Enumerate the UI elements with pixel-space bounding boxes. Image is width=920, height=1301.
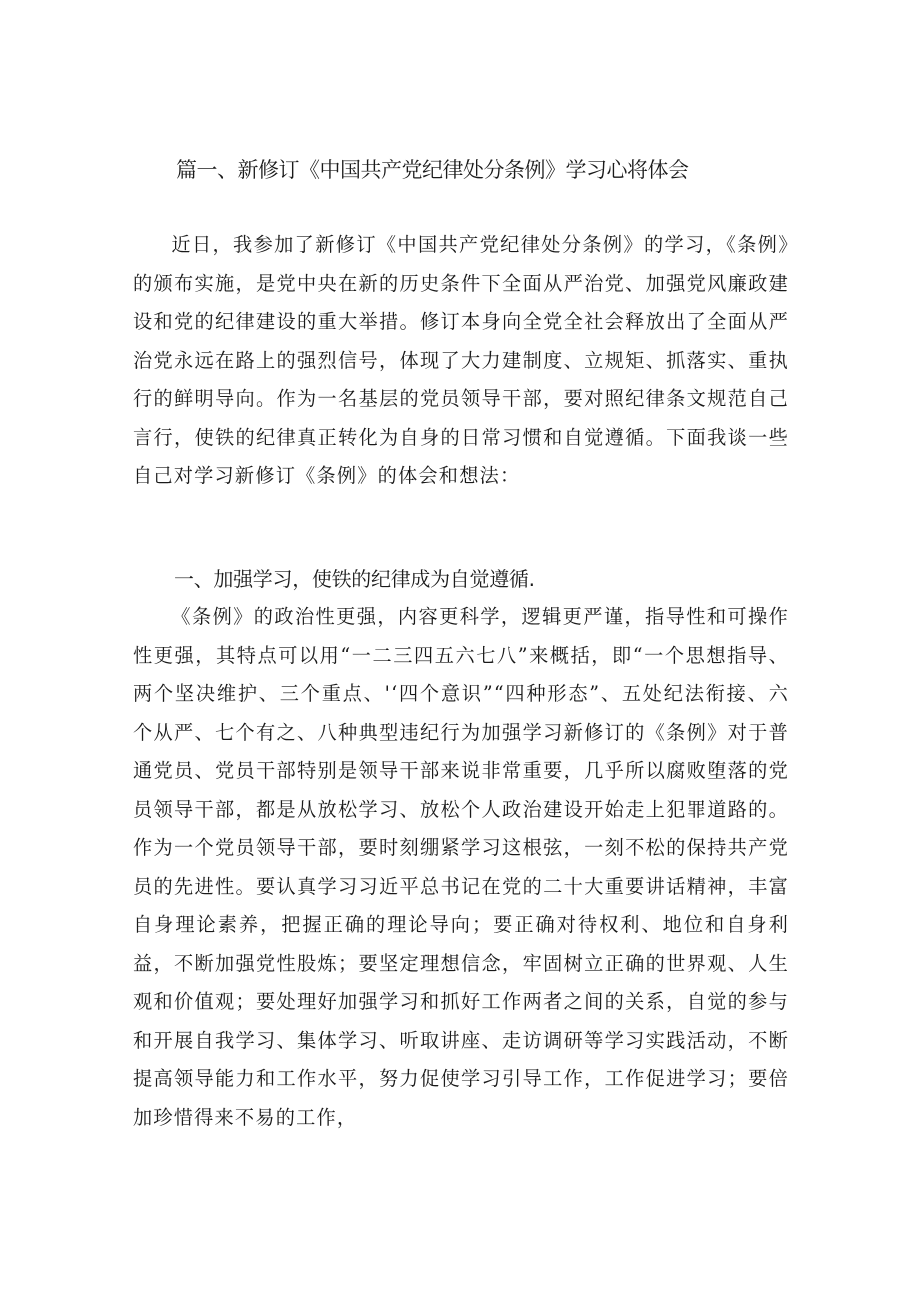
section-heading: 一、加强学习，使铁的纪律成为自觉遵循. [174,567,535,591]
body-paragraph: 《条例》的政治性更强，内容更科学，逻辑更严谨，指导性和可操作性更强，其特点可以用“一二三四五六七八”来概括，即“一个思想指导、两个坚决维护、三个重点、'‘四个意识”“四种形态”、五处纪法衔接、六个从严、七个有之、八种典型违纪行为加强学习新修订的《条例》对于普通党员、党员干部特别是领导干部来说非常重要，几乎所以腐败堕落的党员领导干部，都是从放松学习、放松个人政治建设开始走上犯罪道路的。作为一个党员领导干部，要时刻绷紧学习这根弦，一刻不松的保持共产党员的先进性。要认真学习习近平总书记在党的二十大重要讲话精神，丰富自身理论素养，把握正确的理论导向；要正确对待权利、地位和自身利益，不断加强党性股炼；要坚定理想信念，牢固树立正确的世界观、人生观和价值观；要处理好加强学习和抓好工作两者之间的关系，自觉的参与和开展自我学习、集体学习、听取讲座、走访调研等学习实践活动，不断提高领导能力和工作水平，努力促使学习引导工作，工作促进学习；要倍加珍惜得来不易的工作， [133,605,789,1129]
intro-paragraph: 近日，我参加了新修订《中国共产党纪律处分条例》的学习，《条例》的颁布实施，是党中央在新的历史条件下全面从严治党、加强党风廉政建设和党的纪律建设的重大举措。修订本身向全党全社会释放出了全面从严治党永远在路上的强烈信号，体现了大力建制度、立规矩、抓落实、重执行的鲜明导向。作为一名基层的党员领导干部，要对照纪律条文规范自己言行，使铁的纪律真正转化为自身的日常习惯和自觉遵循。下面我谈一些自己对学习新修订《条例》的体会和想法： [133,233,789,487]
document-title: 篇一、新修订《中国共产党纪律处分条例》学习心将体会 [176,158,689,182]
